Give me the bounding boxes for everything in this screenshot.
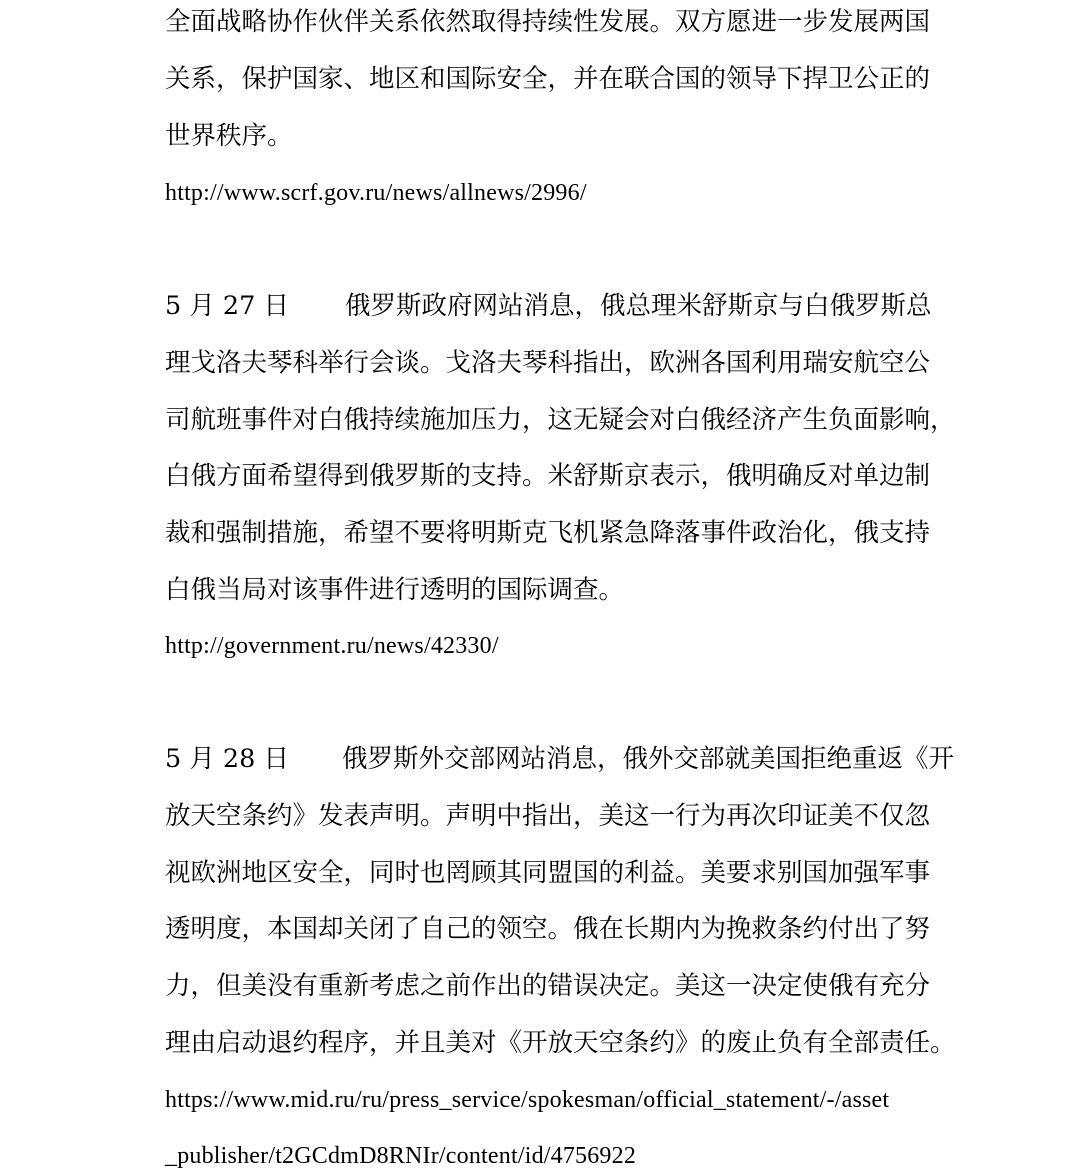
entry3-line-3: 视欧洲地区安全，同时也罔顾其同盟国的利益。美要求别国加强军事 — [165, 858, 931, 888]
entry2-line-1: 俄罗斯政府网站消息，俄总理米舒斯京与白俄罗斯总 — [345, 291, 932, 321]
entry3-line-5: 力，但美没有重新考虑之前作出的错误决定。美这一决定使俄有充分 — [165, 971, 931, 1001]
entry1-line-3: 世界秩序。 — [165, 121, 293, 151]
entry2-first-line — [165, 290, 932, 322]
entry3-source-link-line-2[interactable]: _publisher/t2GCdmD8RNIr/content/id/4756922 — [165, 1143, 637, 1169]
entry2-line-2: 理戈洛夫琴科举行会谈。戈洛夫琴科指出，欧洲各国利用瑞安航空公 — [165, 348, 931, 378]
entry1-line-2: 关系，保护国家、地区和国际安全，并在联合国的领导下捍卫公正的 — [165, 64, 931, 94]
entry2-line-5: 裁和强制措施，希望不要将明斯克飞机紧急降落事件政治化，俄支持 — [165, 518, 931, 548]
entry2-line-4: 白俄方面希望得到俄罗斯的支持。米舒斯京表示，俄明确反对单边制 — [165, 461, 931, 491]
entry2-source-link[interactable]: http://government.ru/news/42330/ — [165, 633, 499, 659]
entry3-date: 5 月 28 日 — [165, 744, 289, 774]
entry1-source-link[interactable]: http://www.scrf.gov.ru/news/allnews/2996/ — [165, 180, 587, 206]
entry3-line-1: 俄罗斯外交部网站消息，俄外交部就美国拒绝重返《开 — [342, 744, 955, 774]
entry2-line-6: 白俄当局对该事件进行透明的国际调查。 — [165, 575, 625, 605]
entry3-line-6: 理由启动退约程序，并且美对《开放天空条约》的废止负有全部责任。 — [165, 1028, 956, 1058]
entry3-source-link-line-1[interactable]: https://www.mid.ru/ru/press_service/spokesman/official_statement/-/asset — [165, 1087, 890, 1113]
entry1-line-1: 全面战略协作伙伴关系依然取得持续性发展。双方愿进一步发展两国 — [165, 7, 931, 37]
entry3-line-2: 放天空条约》发表声明。声明中指出，美这一行为再次印证美不仅忽 — [165, 801, 931, 831]
entry2-line-3: 司航班事件对白俄持续施加压力，这无疑会对白俄经济产生负面影响， — [165, 405, 956, 435]
entry2-date: 5 月 27 日 — [165, 291, 289, 321]
entry3-first-line — [165, 743, 954, 775]
entry3-line-4: 透明度，本国却关闭了自己的领空。俄在长期内为挽救条约付出了努 — [165, 914, 931, 944]
